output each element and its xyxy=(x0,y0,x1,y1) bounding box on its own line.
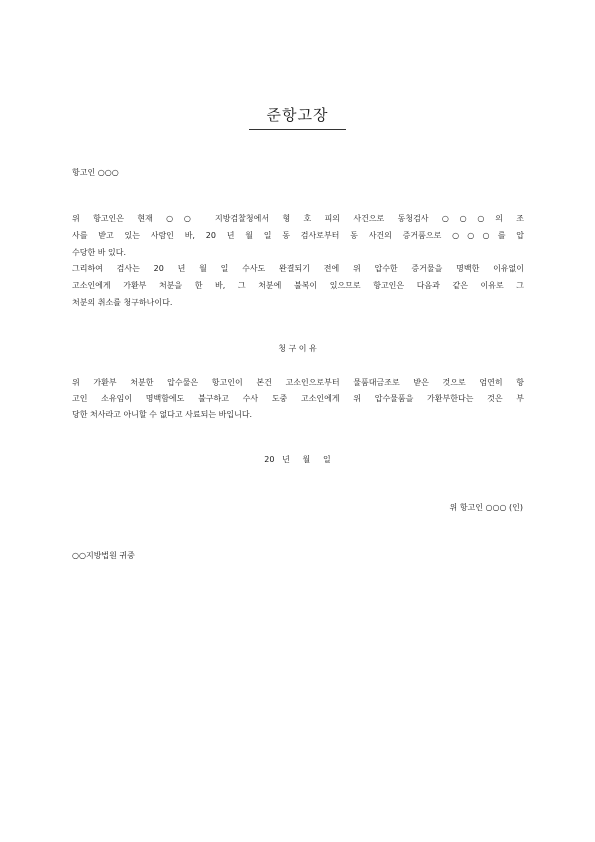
reasons-line3: 당한 처사라고 아니할 수 없다고 사료되는 바입니다. xyxy=(72,410,253,419)
reasons-line1: 위 가환부 처분한 압수물은 항고인이 본건 고소인으로부터 물품대금조로 받은 것으로 엄연히 항 xyxy=(72,378,524,387)
paragraph1-line1: 위 항고인은 현재 ○○ 지방검찰청에서 형 호 피의 사건으로 동청검사 ○○○의 조 xyxy=(72,214,524,223)
addressee-line: ○○지방법원 귀중 xyxy=(72,551,135,560)
reasons-heading: 청 구 이 유 xyxy=(278,344,317,353)
paragraph1-line3: 수당한 바 있다. xyxy=(72,248,126,257)
paragraph1-line2: 사를 받고 있는 사람인 바, 20 년 월 일 동 검사로부터 동 사건의 증거품으로 ○○○를 압 xyxy=(72,231,524,240)
document-title: 준항고장 xyxy=(266,106,329,124)
paragraph2-line3: 처분의 취소를 청구하나이다. xyxy=(72,298,173,307)
appellant-line: 항고인 ○○○ xyxy=(72,168,119,177)
reasons-line2: 고인 소유임이 명백함에도 불구하고 수사 도중 고소인에게 위 압수물품을 가환부한다는 것은 부 xyxy=(72,394,524,403)
paragraph2-line1: 그리하여 검사는 20 년 월 일 수사도 완결되기 전에 위 압수한 증거물을 명백한 이유없이 xyxy=(72,264,524,273)
signature-line: 위 항고인 ○○○ (인) xyxy=(449,503,523,512)
title-underline xyxy=(249,129,346,130)
date-line: 20 년 월 일 xyxy=(264,455,331,464)
paragraph2-line2: 고소인에게 가환부 처분을 한 바, 그 처분에 불복이 있으므로 항고인은 다음과 같은 이유로 그 xyxy=(72,281,524,290)
